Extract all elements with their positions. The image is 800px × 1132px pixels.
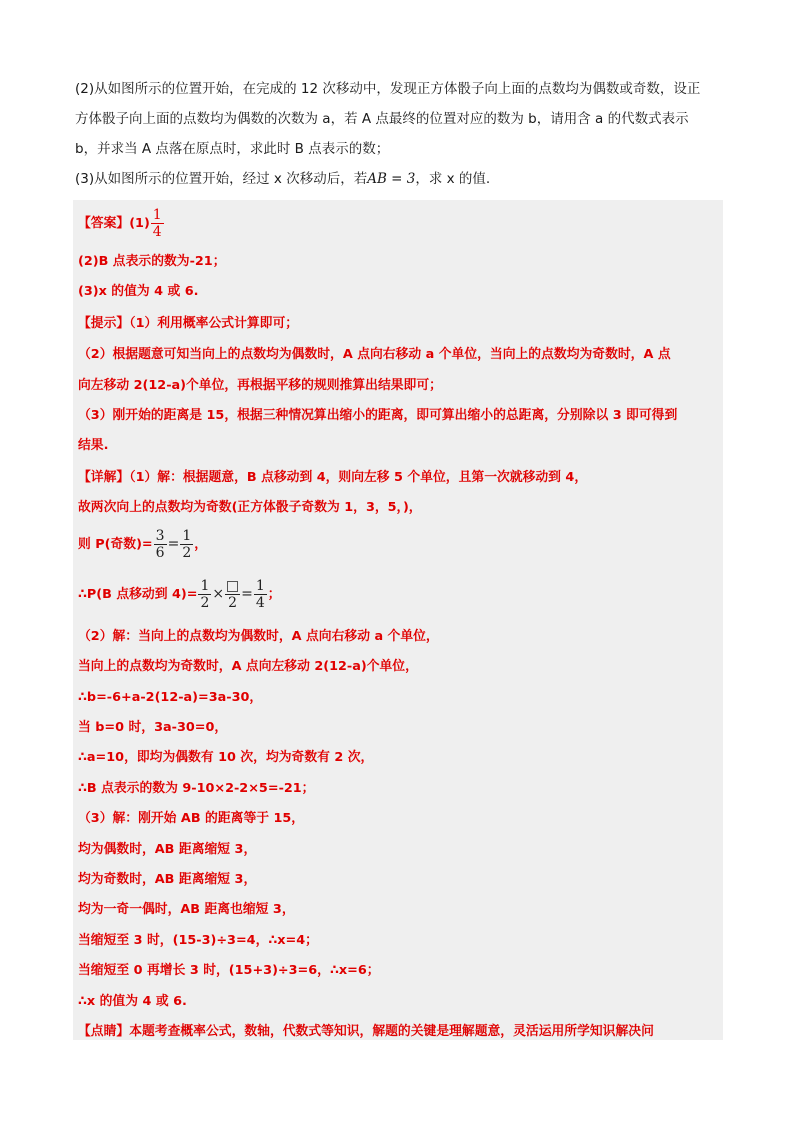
detail-label: 【详解】 <box>78 470 130 485</box>
detail-line-6: 当向上的点数均为奇数时，A 点向左移动 2(12-a)个单位， <box>78 659 418 674</box>
detail-3-fraction-a <box>154 528 167 561</box>
detail-3-equals: = <box>167 536 180 552</box>
detail-3-prefix: 则 P(奇数)= <box>78 537 153 552</box>
detail-4-num-a: 1 <box>200 578 210 594</box>
detail-4-fraction-b <box>225 578 240 611</box>
answer-line-3: (3)x 的值为 4 或 6. <box>78 284 199 299</box>
detail-4-times: × <box>212 586 225 602</box>
answer-line-1 <box>78 207 740 240</box>
detail-line-1 <box>78 466 740 485</box>
question-2-line-3: b，并求当 A 点落在原点时，求此时 B 点表示的数； <box>75 141 390 157</box>
detail-3-fraction-b <box>180 528 193 561</box>
question-3-suffix: ，求 x 的值. <box>415 171 491 187</box>
detail-line-7: ∴b=-6+a-2(12-a)=3a-30， <box>78 690 263 705</box>
detail-4-prefix: ∴P(B 点移动到 4)= <box>78 587 198 602</box>
answer-1-numerator: 1 <box>152 207 162 223</box>
detail-line-8: 当 b=0 时，3a-30=0， <box>78 720 228 735</box>
hint-line-3: 向左移动 2(12-a)个单位，再根据平移的规则推算出结果即可； <box>78 378 442 393</box>
detail-4-suffix: ； <box>267 587 281 602</box>
detail-4-den-a: 2 <box>200 595 210 611</box>
detail-4-den-b: 2 <box>228 595 238 611</box>
question-3-line <box>75 166 725 196</box>
question-3-math: AB = 3 <box>367 171 416 187</box>
hint-label: 【提示】 <box>78 316 130 331</box>
hint-line-4: （3）刚开始的距离是 15，根据三种情况算出缩小的距离，即可算出缩小的总距离，分别除以 3 即可得到 <box>78 408 678 423</box>
detail-line-5: （2）解：当向上的点数均为偶数时，A 点向右移动 a 个单位， <box>78 629 439 644</box>
answer-label: 【答案】 <box>78 216 130 231</box>
detail-4-den-c: 4 <box>255 595 265 611</box>
hint-line-2: （2）根据题意可知当向上的点数均为偶数时，A 点向右移动 a 个单位，当向上的点数均为奇数时，A 点 <box>78 347 671 362</box>
detail-line-17: ∴x 的值为 4 或 6. <box>78 994 187 1009</box>
detail-4-num-c: 1 <box>255 578 265 594</box>
detail-line-4 <box>78 578 740 611</box>
placeholder-box-icon <box>225 578 240 595</box>
detail-line-10: ∴B 点表示的数为 9-10×2-2×5=-21； <box>78 781 315 796</box>
answer-1-fraction <box>151 207 164 240</box>
detail-line-9: ∴a=10，即均为偶数有 10 次，均为奇数有 2 次， <box>78 750 374 765</box>
comment-text: 本题考查概率公式，数轴，代数式等知识，解题的关键是理解题意，灵活运用所学知识解决问 <box>129 1024 654 1039</box>
comment-label: 【点睛】 <box>78 1024 130 1039</box>
detail-line-3 <box>78 528 740 561</box>
detail-4-equals: = <box>241 586 253 602</box>
detail-4-fraction-a <box>198 578 211 611</box>
detail-line-13: 均为奇数时，AB 距离缩短 3， <box>78 872 257 887</box>
detail-text-1: （1）解：根据题意，B 点移动到 4，则向左移 5 个单位，且第一次就移动到 4， <box>129 470 588 485</box>
detail-4-fraction-c <box>254 578 267 611</box>
detail-3-den-a: 6 <box>155 545 165 561</box>
detail-3-den-b: 2 <box>182 545 192 561</box>
detail-line-15: 当缩短至 3 时，(15-3)÷3=4，∴x=4； <box>78 933 318 948</box>
answer-1-denominator: 4 <box>152 224 162 240</box>
detail-line-14: 均为一奇一偶时，AB 距离也缩短 3， <box>78 902 295 917</box>
answer-1-prefix: (1) <box>129 216 150 231</box>
question-2-line-2: 方体骰子向上面的点数均为偶数的次数为 a，若 A 点最终的位置对应的数为 b，请用含 a 的代数式表示 <box>75 111 689 127</box>
detail-line-12: 均为偶数时，AB 距离缩短 3， <box>78 842 257 857</box>
detail-3-num-a: 3 <box>155 528 165 544</box>
question-2-line-1: (2)从如图所示的位置开始，在完成的 12 次移动中，发现正方体骰子向上面的点数均为偶数或奇数，设正 <box>75 81 701 97</box>
comment-line <box>78 1020 740 1039</box>
detail-line-2: 故两次向上的点数均为奇数(正方体骰子奇数为 1，3，5，)， <box>78 500 422 515</box>
detail-3-suffix: ， <box>194 537 208 552</box>
hint-line-1 <box>78 312 740 331</box>
detail-line-11: （3）解：刚开始 AB 的距离等于 15， <box>78 811 305 826</box>
hint-line-5: 结果. <box>78 438 109 453</box>
question-block <box>75 76 725 196</box>
detail-line-16: 当缩短至 0 再增长 3 时，(15+3)÷3=6，∴x=6； <box>78 963 380 978</box>
detail-3-num-b: 1 <box>182 528 192 544</box>
question-3-prefix: (3)从如图所示的位置开始，经过 x 次移动后，若 <box>75 171 368 187</box>
answer-line-2: (2)B 点表示的数为-21； <box>78 254 226 269</box>
hint-text-1: （1）利用概率公式计算即可； <box>129 316 299 331</box>
